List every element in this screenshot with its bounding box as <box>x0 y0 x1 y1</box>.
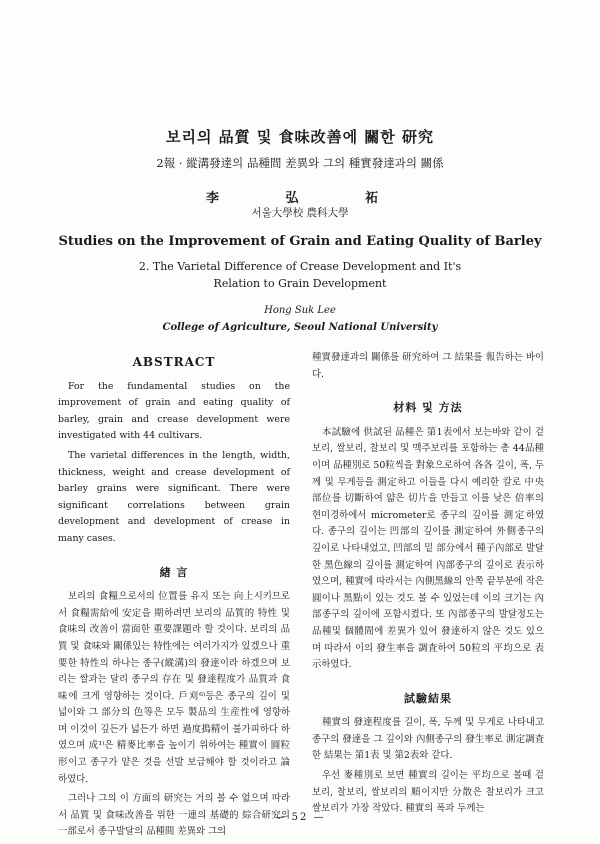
english-affiliation: College of Agriculture, Seoul National University <box>162 322 438 333</box>
introduction-heading: 緖 言 <box>159 565 189 579</box>
korean-author: 李 弘 祏 <box>205 191 395 206</box>
methods-heading: 材料 및 方法 <box>393 401 463 415</box>
methods-paragraph: 本試驗에 供試된 品種은 第1表에서 보는바와 같이 겉보리, 쌀보리, 찰보리 및 맥주보리를 포함하는 총 44品種이며 品種別로 50粒씩을 對象으로하여 各各 길이, 폭, 두께 및 무게등을 測定하고 이들을 다시 예리한 칼로 中央部位를 切斷하여 얇은 切片을 만들고 이를 낮은 倍率의 현미경하에서 micrometer로 종구의 깊이를 測定하였다. 종구의 깊이는 凹部의 깊이를 測定하여 外側종구의 깊이로 나타내었고, 凹部의 밑 部分에서 種子內部로 발달한 黑色線의 깊이를 測定하여 內部종구의 깊이로 表示하였으며, 種實에 따라서는 內側黑線의 안쪽 끝부분에 작은 圓이나 黑點이 있는 것도 볼 수 있었는데 이의 크기는 內部종구의 깊이에 포함시켰다. 또 內部종구의 발달정도는 品種및 個體間에 差異가 있어 發達하지 않은 것도 있으며 따라서 이의 發生率을 調査하여 50粒의 平均으로 表示하였다. <box>312 426 544 671</box>
continuation-paragraph: 種實發達과의 關係를 研究하여 그 結果를 報告하는 바이다. <box>312 352 544 380</box>
results-paragraph: 우선 麥種別로 보면 種實의 길이는 平均으로 볼때 겉보리, 찰보리, 쌀보리의 順이지만 分散은 찰보리가 크고 쌀보리가 가장 작았다. 種實의 폭과 두께는 <box>312 770 544 815</box>
right-column <box>312 350 544 821</box>
korean-title: 보리의 品質 및 食味改善에 關한 研究 <box>165 128 435 146</box>
abstract-heading: ABSTRACT <box>132 355 216 369</box>
results-paragraph: 種實의 發達程度를 길이, 폭, 두께 및 무게로 나타내고 종구의 發達을 그 깊이와 內側종구의 發生率로 測定調査한 結果는 第1表 및 第2表와 같다. <box>312 717 544 762</box>
abstract-paragraph: The varietal differences in the length, width, thickness, weight and crease development of barley grains were significant. There were significant correlations between grain development and development of crease in many cases. <box>58 449 290 544</box>
abstract-paragraph: For the fundamental studies on the improvement of grain and eating quality of barley, grain and crease development were investigated with 44 cultivars. <box>58 380 290 442</box>
english-title: Studies on the Improvement of Grain and Eating Quality of Barley <box>58 234 542 249</box>
korean-affiliation: 서울大學校 農科大學 <box>251 207 349 219</box>
left-column <box>58 350 290 844</box>
introduction-paragraph: 그러나 그의 이 方面의 研究는 거의 볼 수 없으며 따라서 品質 및 食味改善을 위한 一連의 基礎的 綜合研究의 一部로서 종구발달의 品種間 差異와 그의 <box>58 793 290 838</box>
page-number: — 52 — <box>274 812 326 823</box>
results-heading: 試驗結果 <box>404 691 452 705</box>
introduction-paragraph: 보리의 食糧으로서의 位置를 유지 또는 向上시키므로서 食糧需給에 安定을 期하려면 보리의 品質的 特性 및 食味의 改善이 當面한 重要課題라 할 것이다. 보리의 品質 및 食味와 關係있는 特性에는 여러가지가 있겠으나 重要한 特性의 하나는 종구(縱溝)의 發達이라 하겠으며 보리는 쌀과는 달리 종구의 存在 및 發達程度가 品質과 食味에 크게 영향하는 것이다. 戶刈⁶⁾등은 종구의 깊이 및 넓이와 그 部分의 色等은 모두 製品의 生産性에 영향하며 이것이 깊든가 넓든가 하면 過度搗精이 불가피하다 하였으며 成¹⁾은 精麥比率을 높이기 위하여는 種實이 圓粒形이고 종구가 얕은 것을 선발 보급해야 할 것이라고 論하였다. <box>58 591 290 785</box>
english-author: Hong Suk Lee <box>264 305 336 316</box>
english-subtitle: 2. The Varietal Difference of Crease Development and It's Relation to Grain Development <box>138 260 462 290</box>
korean-subtitle: 2報 · 縱溝發達의 品種間 差異와 그의 種實發達과의 關係 <box>156 156 444 170</box>
